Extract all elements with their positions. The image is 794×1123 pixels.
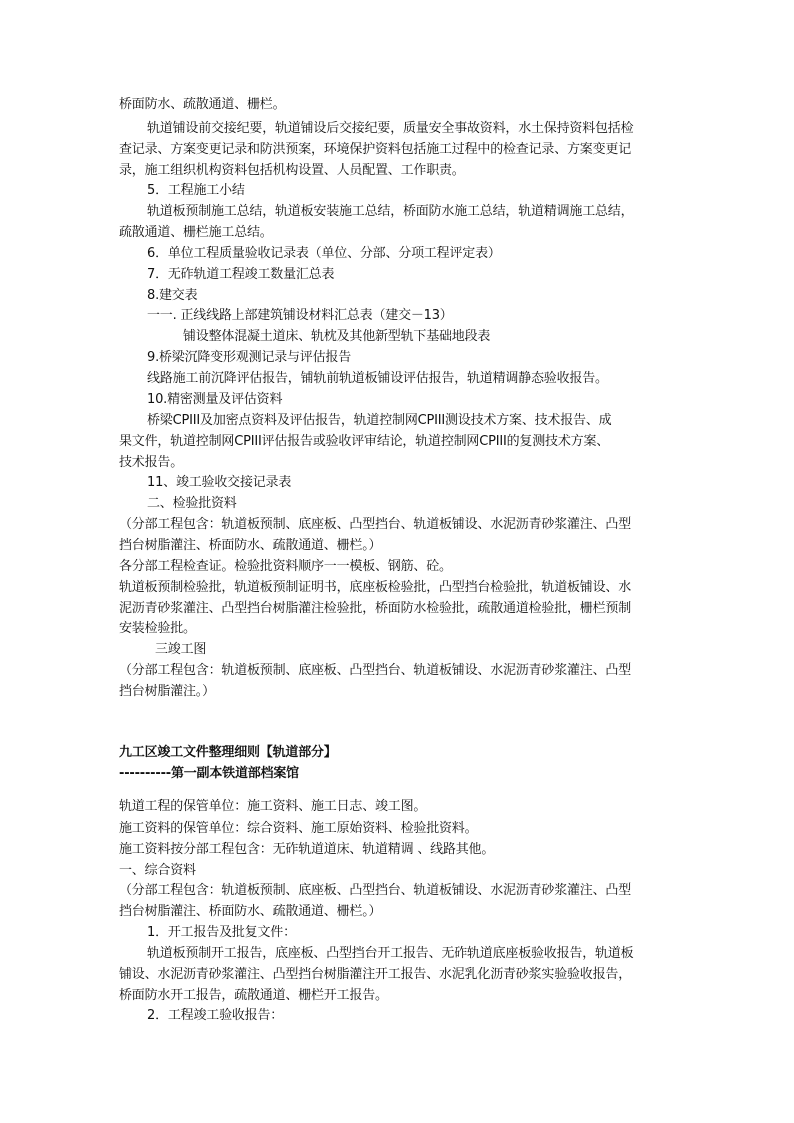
text-line: （分部工程包含：轨道板预制、底座板、凸型挡台、轨道板铺设、水泥沥青砂浆灌注、凸型 — [119, 883, 632, 898]
text-line: 轨道板预制检验批，轨道板预制证明书，底座板检验批，凸型挡台检验批，轨道板铺设、水 — [119, 580, 632, 595]
text-line: 查记录、方案变更记录和防洪预案，环境保护资料包括施工过程中的检查记录、方案变更记 — [119, 142, 632, 157]
text-line: 施工资料的保管单位：综合资料、施工原始资料、检验批资料。 — [119, 821, 478, 836]
text-line: 铺设、水泥沥青砂浆灌注、凸型挡台树脂灌注开工报告、水泥乳化沥青砂浆实验验收报告， — [119, 967, 632, 982]
text-line: 轨道铺设前交接纪要，轨道铺设后交接纪要，质量安全事故资料，水土保持资料包括检 — [147, 121, 634, 136]
text-line: 桥梁CPIII及加密点资料及评估报告，轨道控制网CPIII测设技术方案、技术报告、成 — [147, 413, 612, 428]
section-heading: 三竣工图 — [155, 642, 207, 657]
text-line: 轨道板预制开工报告，底座板、凸型挡台开工报告、无砟轨道底座板验收报告，轨道板 — [147, 946, 634, 961]
text-line: 轨道工程的保管单位：施工资料、施工日志、竣工图。 — [119, 799, 427, 814]
section-heading: 8.建交表 — [147, 288, 198, 303]
text-line: 桥面防水开工报告，疏散通道、栅栏开工报告。 — [119, 988, 388, 1003]
text-line: 安装检验批。 — [119, 621, 196, 636]
document-subtitle: ----------第一副本铁道部档案馆 — [119, 766, 299, 781]
text-line: 线路施工前沉降评估报告，铺轨前轨道板铺设评估报告，轨道精调静态验收报告。 — [147, 371, 608, 386]
text-line: 挡台树脂灌注、桥面防水、疏散通道、栅栏。） — [119, 904, 382, 919]
section-heading: 11、竣工验收交接记录表 — [147, 475, 292, 490]
text-line: 铺设整体混凝土道床、轨枕及其他新型轨下基础地段表 — [183, 329, 491, 344]
text-line: 轨道板预制施工总结，轨道板安装施工总结，桥面防水施工总结，轨道精调施工总结， — [147, 204, 634, 219]
section-heading: 6．单位工程质量验收记录表（单位、分部、分项工程评定表） — [147, 246, 501, 261]
section-heading: 9.桥梁沉降变形观测记录与评估报告 — [147, 350, 352, 365]
text-line: 泥沥青砂浆灌注、凸型挡台树脂灌注检验批，桥面防水检验批，疏散通道检验批，栅栏预制 — [119, 601, 632, 616]
text-line: （分部工程包含：轨道板预制、底座板、凸型挡台、轨道板铺设、水泥沥青砂浆灌注、凸型 — [119, 517, 632, 532]
section-heading: 一、综合资料 — [119, 863, 196, 878]
text-line: 果文件，轨道控制网CPIII评估报告或验收评审结论，轨道控制网CPIII的复测技术方案、 — [119, 434, 610, 449]
text-line: 施工资料按分部工程包含：无砟轨道道床、轨道精调 、线路其他。 — [119, 842, 495, 857]
section-heading: 1．开工报告及批复文件： — [147, 925, 296, 940]
text-line: 挡台树脂灌注、桥面防水、疏散通道、栅栏。） — [119, 538, 382, 553]
section-heading: 7．无砟轨道工程竣工数量汇总表 — [147, 267, 335, 282]
section-heading: 10.精密测量及评估资料 — [147, 392, 283, 407]
text-line: 各分部工程检查证。检验批资料顺序一一模板、钢筋、砼。 — [119, 559, 452, 574]
text-line: 录，施工组织机构资料包括机构设置、人员配置、工作职责。 — [119, 163, 465, 178]
section-heading: 二、检验批资料 — [147, 496, 237, 511]
text-line: 挡台树脂灌注。） — [119, 684, 215, 699]
text-line: 桥面防水、疏散通道、栅栏。 — [119, 97, 286, 112]
section-heading: 5．工程施工小结 — [147, 183, 245, 198]
text-line: 技术报告。 — [119, 455, 184, 470]
document-title: 九工区竣工文件整理细则【轨道部分】 — [119, 745, 337, 760]
text-line: （分部工程包含：轨道板预制、底座板、凸型挡台、轨道板铺设、水泥沥青砂浆灌注、凸型 — [119, 663, 632, 678]
section-heading: 2．工程竣工验收报告： — [147, 1008, 284, 1023]
text-line: 疏散通道、栅栏施工总结。 — [119, 225, 273, 240]
text-line: 一一. 正线线路上部建筑铺设材料汇总表（建交－13） — [147, 308, 453, 323]
